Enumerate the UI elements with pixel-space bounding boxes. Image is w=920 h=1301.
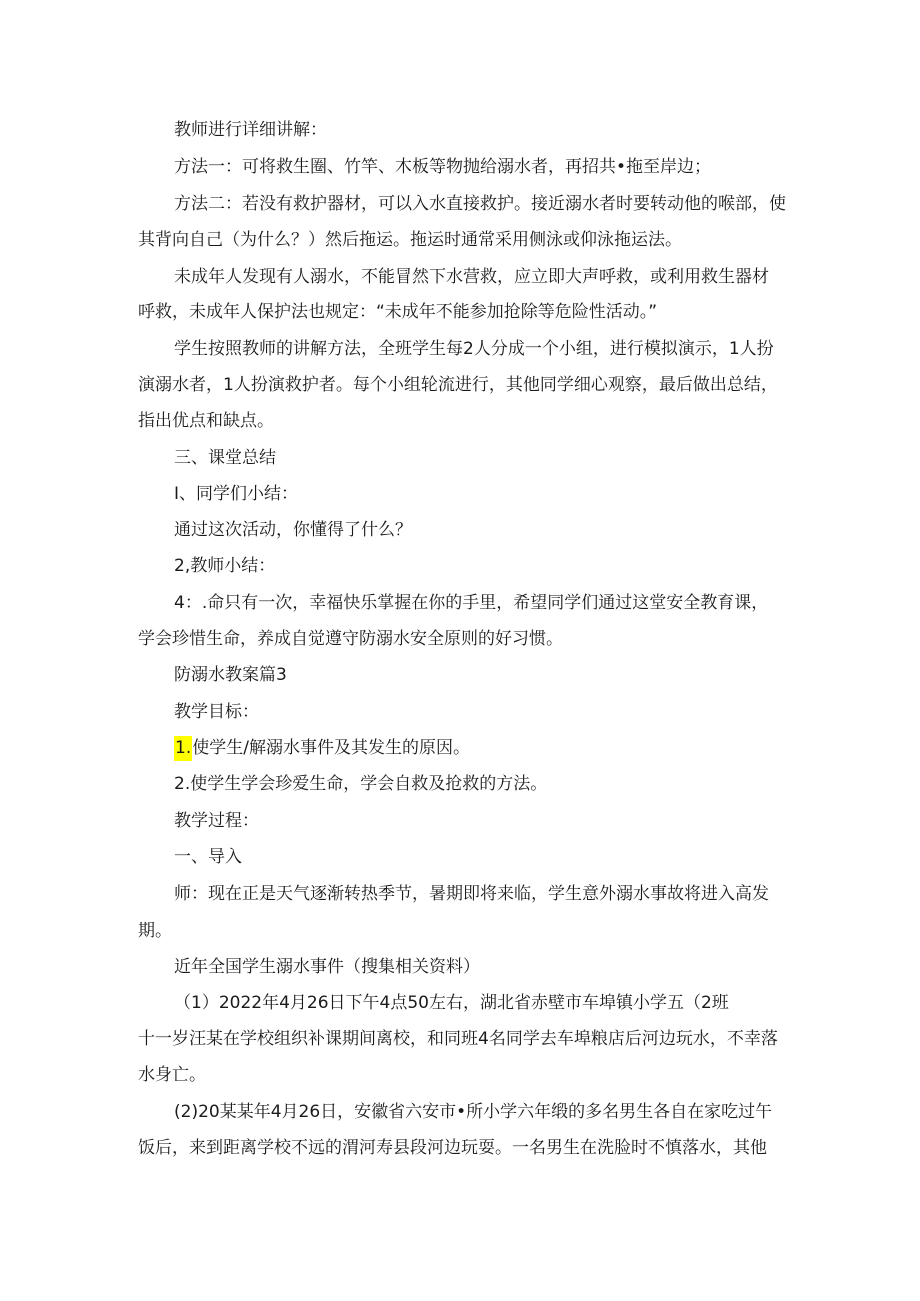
- text-line: [174, 737, 470, 759]
- text-line: 近年全国学生溺水事件（搜集相关资料）: [174, 957, 480, 977]
- text-line: 饭后，来到距离学校不远的渭河寿县段河边玩耍。一名男生在洗脸时不慎落水，其他: [138, 1138, 767, 1158]
- text-line: 2,教师小结：: [174, 556, 276, 576]
- text-line: 水身亡。: [138, 1065, 206, 1085]
- text-line-content: 使学生/解溺水事件及其发生的原因。: [192, 738, 470, 758]
- text-line: 教学目标：: [174, 702, 259, 722]
- text-line: 通过这次活动，你懂得了什么？: [174, 520, 412, 540]
- text-line: 指出优点和缺点。: [138, 411, 274, 431]
- text-line: 其背向自己（为什么？）然后拖运。拖运时通常采用侧泳或仰泳拖运法。: [138, 230, 682, 250]
- text-line: 学会珍惜生命，养成自觉遵守防溺水安全原则的好习惯。: [138, 629, 563, 649]
- text-line: 未成年人发现有人溺水，不能冒然下水营救，应立即大声呼救，或利用救生器材: [174, 267, 769, 287]
- text-line: 教学过程：: [174, 811, 259, 831]
- highlight-marker: 1.: [174, 736, 192, 761]
- text-line: 方法一：可将救生圈、竹竿、木板等物抛给溺水者，再招共•拖至岸边；: [174, 157, 712, 177]
- text-line: 十一岁汪某在学校组织补课期间离校，和同班4名同学去车埠粮店后河边玩水，不幸落: [138, 1029, 778, 1049]
- text-line: I、同学们小结：: [174, 484, 299, 504]
- text-line: 4：.命只有一次，幸福快乐掌握在你的手里，希望同学们通过这堂安全教育课，: [174, 593, 769, 613]
- text-line: (2)20某某年4月26日，安徽省六安市•所小学六年缎的多名男生各自在家吃过午: [174, 1102, 773, 1122]
- text-line: 方法二：若没有救护器材，可以入水直接救护。接近溺水者时要转动他的喉部，使: [174, 194, 786, 214]
- section-title: 防溺水教案篇3: [174, 665, 287, 685]
- section-heading: 三、课堂总结: [174, 448, 276, 468]
- text-line: 呼救，未成年人保护法也规定：“未成年不能参加抢除等危险性活动。”: [138, 302, 658, 322]
- text-line: 期。: [138, 921, 172, 941]
- text-line: 2.使学生学会珍爱生命，学会自救及抢救的方法。: [174, 774, 548, 794]
- text-line: 师：现在正是天气逐渐转热季节，暑期即将来临，学生意外溺水事故将进入高发: [174, 884, 769, 904]
- section-heading: 一、导入: [174, 847, 242, 867]
- text-line: 学生按照教师的讲解方法，全班学生每2人分成一个小组，进行模拟演示，1人扮: [174, 339, 774, 359]
- text-line: 演溺水者，1人扮演救护者。每个小组轮流进行，其他同学细心观察，最后做出总结，: [138, 375, 778, 395]
- text-line: 教师进行详细讲解：: [174, 120, 327, 140]
- text-line: （1）2022年4月26日下午4点50左右，湖北省赤壁市车埠镇小学五（2班: [174, 993, 729, 1013]
